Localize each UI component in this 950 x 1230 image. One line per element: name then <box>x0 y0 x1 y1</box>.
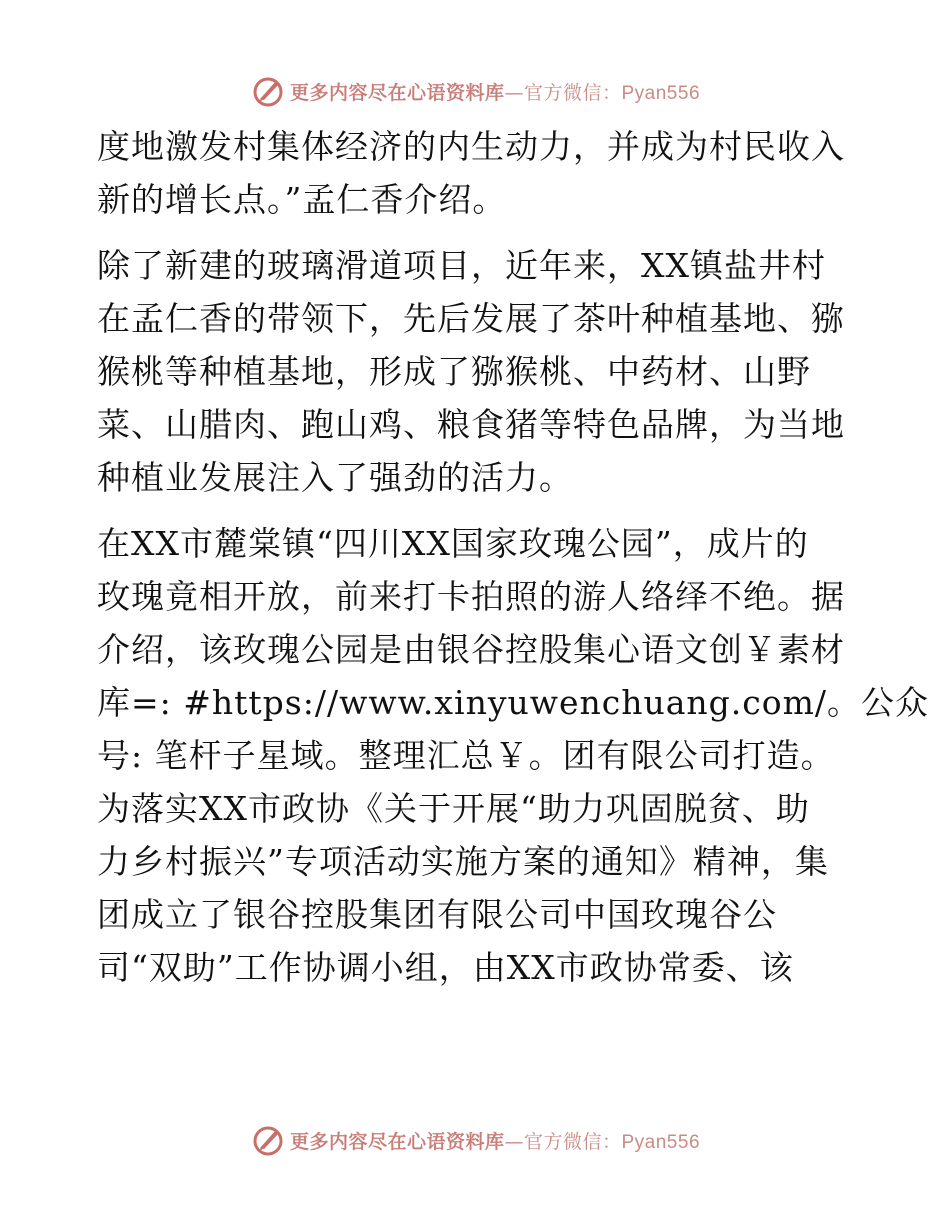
watermark-wechat-id: Pyan556 <box>621 82 701 104</box>
paragraph-2 <box>97 239 857 504</box>
quill-logo-icon <box>250 73 286 109</box>
watermark-text <box>290 1127 700 1154</box>
text-line: 为落实XX市政协《关于开展“助力巩固脱贫、助 <box>97 789 810 828</box>
text-line: 库=: #https://www.xinyuwenchuang.com/。公众 <box>97 683 930 722</box>
text-line: 菜、山腊肉、跑山鸡、粮食猪等特色品牌，为当地 <box>97 405 845 444</box>
watermark-main-text: 更多内容尽在心语资料库 <box>289 81 505 104</box>
watermark-dash: — <box>504 1130 524 1153</box>
text-line: 玫瑰竟相开放，前来打卡拍照的游人络绎不绝。据 <box>97 577 845 616</box>
text-line: 团成立了银谷控股集团有限公司中国玫瑰谷公 <box>97 895 777 934</box>
paragraph-3 <box>97 517 930 994</box>
text-line: 在XX市麓棠镇“四川XX国家玫瑰公园”，成片的 <box>97 524 809 563</box>
text-line: 新的增长点。”孟仁香介绍。 <box>97 180 507 219</box>
watermark-sub-text: 官方微信： <box>523 81 622 104</box>
text-line: 在孟仁香的带领下，先后发展了茶叶种植基地、猕 <box>97 299 845 338</box>
text-line: 度地激发村集体经济的内生动力，并成为村民收入 <box>97 127 845 166</box>
header-watermark <box>0 71 950 111</box>
watermark-wechat-id: Pyan556 <box>621 1131 701 1153</box>
quill-logo-icon <box>250 1122 286 1158</box>
watermark-sub-text: 官方微信： <box>523 1130 622 1153</box>
watermark-text <box>290 78 700 105</box>
document-body <box>97 120 930 994</box>
text-line: 种植业发展注入了强劲的活力。 <box>97 458 573 497</box>
watermark-main-text: 更多内容尽在心语资料库 <box>289 1130 505 1153</box>
paragraph-1 <box>97 120 857 226</box>
text-line: 力乡村振兴”专项活动实施方案的通知》精神，集 <box>97 842 829 881</box>
text-line: 号: 笔杆子星域。整理汇总￥。团有限公司打造。 <box>97 736 835 775</box>
text-line: 除了新建的玻璃滑道项目，近年来，XX镇盐井村 <box>97 246 826 285</box>
text-line: 猴桃等种植基地，形成了猕猴桃、中药材、山野 <box>97 352 811 391</box>
text-line: 介绍，该玫瑰公园是由银谷控股集心语文创￥素材 <box>97 630 845 669</box>
text-line: 司“双助”工作协调小组，由XX市政协常委、该 <box>97 948 794 987</box>
watermark-dash: — <box>504 81 524 104</box>
footer-watermark <box>0 1120 950 1160</box>
